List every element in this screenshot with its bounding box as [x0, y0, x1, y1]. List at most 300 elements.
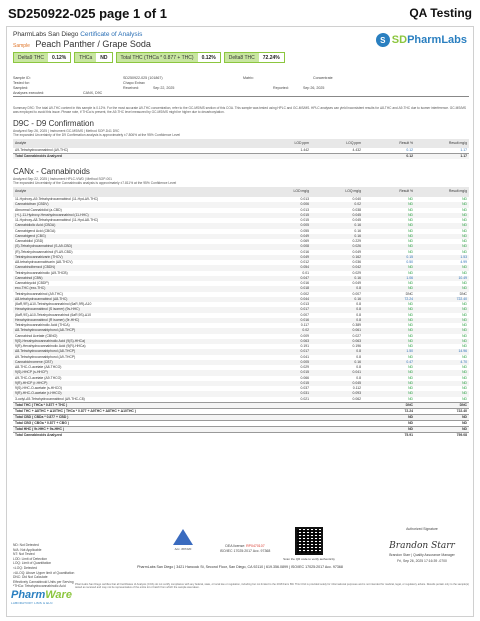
table-cell: DNC — [415, 402, 469, 408]
info-label: Sampled: — [13, 85, 29, 90]
table-cell: 0.191 — [300, 344, 309, 349]
table-cell: 0.021 — [300, 396, 309, 401]
table-cell: ND — [462, 323, 467, 328]
table-cell: Cannabigerol Acid (CBGA) — [15, 228, 56, 233]
table-cell — [311, 432, 363, 438]
table-cell: 0.044 — [251, 297, 311, 302]
table-cell: 0.8 — [356, 365, 361, 370]
pill-thca — [74, 52, 112, 63]
pill-value: ND — [96, 53, 111, 62]
table-cell: ND — [415, 328, 469, 333]
table-cell: ND — [462, 354, 467, 359]
table-cell: ND — [408, 207, 413, 212]
table-cell: 0.112 — [352, 386, 361, 391]
table-cell: ND — [363, 223, 415, 228]
accreditation-number: Acc. #97220 — [174, 547, 192, 551]
table-cell: 1.17 — [460, 148, 467, 152]
table-cell: ND — [415, 381, 469, 386]
table-cell: ND — [363, 213, 415, 218]
table-cell: Total HHC ( 9r-HHC + 9s-HHC ) — [13, 426, 251, 432]
table-cell: ND — [363, 234, 415, 239]
table-cell: ND — [408, 333, 413, 338]
table-cell: ND — [415, 318, 469, 323]
table-cell: 0.196 — [352, 344, 361, 349]
legend-item: NT: Not Tested — [13, 552, 35, 557]
table-cell: Cannabicyclol (CBDP) — [15, 281, 49, 286]
table-cell: 0.049 — [251, 234, 311, 239]
sign-date: Fri, Sep 26, 2025 17:16:39 -0700 — [397, 559, 447, 563]
table-cell: 0.007 — [300, 312, 309, 317]
table-cell: 1.442 — [300, 148, 309, 152]
sdpharmlabs-logo — [376, 33, 467, 47]
table-cell: Cannabigerol (CBG) — [13, 234, 251, 239]
tested-for-value: Chapo Extrax — [123, 80, 145, 85]
sample-line — [13, 39, 313, 49]
legend-item: >ULOQ: Above Upper limit of Quantitation — [13, 570, 75, 575]
legend-item: LOQ: Limit of Quantitation — [13, 561, 52, 566]
table-cell: 0.013 — [300, 207, 309, 212]
table-cell: 9(S)-Hexahydrocannabinolic Acid (9(S)-HHCa) — [13, 339, 251, 344]
pharmware-logo — [11, 589, 72, 605]
table-cell: (S)-Tetrahydrocannabinol (S-Δ9-CBD) — [13, 244, 251, 249]
table-cell: 0.005 — [251, 223, 311, 228]
top-bar — [0, 0, 480, 26]
table-cell: Total CBG ( CBGa * 0.877 + CBG ) — [13, 420, 251, 426]
table-cell: 0.016 — [300, 249, 309, 254]
table-cell: 0.017 — [251, 349, 311, 354]
table-cell: 0.16 — [311, 297, 363, 302]
table-cell: ND — [408, 386, 413, 391]
table-cell: 0.029 — [352, 270, 361, 275]
signature-title: Authorized Signature — [406, 527, 438, 531]
table-cell: 0.8 — [311, 307, 363, 312]
info-label: Sample ID: — [13, 75, 31, 80]
table-cell: 0.006 — [251, 202, 311, 207]
sample-id-value: SD250922-025 (101867) — [123, 75, 163, 80]
table-cell: ND — [363, 318, 415, 323]
table-cell: 0.045 — [311, 381, 363, 386]
table-cell: 0.013 — [300, 197, 309, 202]
table-cell: ND — [415, 307, 469, 312]
table-cell: 14.96 — [415, 349, 469, 354]
table-cell: 11-Hydroxy-Δ9-Tetrahydrocannabinol (11-Hyd-Δ9-THC) — [15, 197, 99, 202]
table-cell: ND — [408, 365, 413, 370]
table-cell: 722.40 — [415, 297, 469, 302]
table-cell: 0.027 — [352, 333, 361, 338]
table-cell: 0.008 — [251, 244, 311, 249]
table-cell: Hexahydrocannabinol (S isomer) (9s-HHC) — [13, 307, 251, 312]
table-cell: Cannabichromene (CBT) — [13, 360, 251, 365]
table-cell: 0.01 — [302, 270, 309, 275]
table-cell: 759.08 — [415, 432, 469, 438]
table-cell: 0.016 — [251, 318, 311, 323]
accreditation-icon — [173, 529, 193, 545]
logo-rest: PharmLabs — [407, 34, 467, 46]
table-cell: exo-THC (exo-THC) — [13, 286, 251, 291]
table-cell: Δ8-Tetrahydrocannabiphorol (Δ8-THCP) — [13, 349, 251, 354]
table-cell: 9(R)-HHC-O-acetate (r-HHCO) — [13, 391, 251, 396]
table-cell: 0.054 — [251, 265, 311, 270]
table-cell: 0.8 — [356, 302, 361, 307]
table-cell: Cannabinolbenzol (CBDN) — [13, 265, 251, 270]
info-label: Analyses executed: — [13, 90, 45, 95]
table-cell: 722.40 — [415, 408, 469, 414]
table-cell: 0.8 — [311, 318, 363, 323]
coa-header — [13, 31, 313, 63]
table-cell: Cannabidiol (CBD) — [15, 239, 44, 244]
table-cell: Cannabinol Acetate (CBNO) — [15, 333, 58, 338]
table-cell: (R)-Tetrahydrocannabinol (R-Δ9-CBD) — [15, 249, 73, 254]
d9c-summary: Summary D9C: The total Δ9-THC content in this sample is 0.12%. For the most accurate Δ9-THC concentration, refer to the GC-MS/MS section of this COA. This sample was tested using HPLC and GC-MS/MS. HPLC analyses can yield inconsistent results for Δ8-THC and Δ9-THC due to isomer interference. GC-MS/MS was employed to avoid this issue. Please note, if THCa is present, the Δ9-THC level measured by GC-MS/MS might be higher due to decarboxylation. — [13, 106, 467, 114]
info-label: Matrix: — [243, 75, 254, 80]
table-cell: ND — [363, 391, 415, 396]
table-cell: ND — [363, 370, 415, 375]
table-cell: 0.12 — [406, 148, 413, 152]
logo-text — [392, 34, 467, 46]
table-cell: 0.049 — [352, 249, 361, 254]
table-cell: ND — [363, 381, 415, 386]
table-cell: 0.045 — [311, 213, 363, 218]
table-cell: Cannabidiolic Acid (CBDA) — [13, 223, 251, 228]
col-result-pct: Result % — [363, 187, 415, 197]
table-cell: ND — [363, 414, 415, 420]
table-cell: 0.117 — [300, 323, 309, 328]
table-cell: 0.8 — [356, 312, 361, 317]
table-cell: ND — [462, 249, 467, 254]
table-cell: DNC — [459, 291, 467, 296]
table-cell: ND — [462, 312, 467, 317]
table-cell: 0.045 — [352, 218, 361, 223]
canx-title: CANx - Cannabinoids — [13, 167, 90, 176]
d9c-title: D9C - D9 Confirmation — [13, 119, 94, 128]
table-cell: 0.026 — [311, 244, 363, 249]
table-cell: ND — [408, 312, 413, 317]
table-cell: 10.49 — [415, 276, 469, 281]
table-cell: 0.012 — [300, 260, 309, 265]
table-cell: (6aR,9S)-Δ10-Tetrahydrocannabinol (6aR,9S)-Δ10 — [15, 312, 91, 317]
info-row — [13, 90, 469, 95]
table-header-row — [13, 139, 469, 148]
analyses-value: CANX, D9C — [83, 90, 103, 95]
col-result-mg: Result mg/g — [415, 187, 469, 197]
table-cell: ND — [408, 270, 413, 275]
table-cell: 0.063 — [311, 339, 363, 344]
table-cell: 0.041 — [311, 370, 363, 375]
table-cell: ND — [363, 202, 415, 207]
table-cell: ND — [462, 207, 467, 212]
table-cell: 0.049 — [352, 281, 361, 286]
table-cell: 9(S)-HHC-O-acetate (s-HHCO) — [15, 386, 62, 391]
table-cell: Cannabicitran (CBDV) — [13, 202, 251, 207]
table-cell: Total Cannabinoids Analyzed — [13, 154, 251, 160]
table-cell: 0.50 — [406, 260, 413, 265]
table-cell: ND — [462, 302, 467, 307]
table-cell: ND — [363, 420, 415, 426]
table-cell: ND — [462, 228, 467, 233]
table-cell: 0.8 — [311, 349, 363, 354]
table-cell: 0.038 — [352, 207, 361, 212]
table-cell: 9(R)-HHCP (r-HHCP) — [13, 381, 251, 386]
canx-table — [13, 187, 469, 438]
table-cell: 1.06 — [363, 276, 415, 281]
signature-block — [377, 527, 467, 563]
table-cell: ND — [408, 375, 413, 380]
table-cell: 72.24 — [363, 408, 415, 414]
table-cell: ND — [415, 213, 469, 218]
table-cell: (6aR,9R)-Δ10-Tetrahydrocannabinol (6aR,9R)-Δ10 — [15, 302, 92, 307]
table-cell: 0.389 — [352, 323, 361, 328]
table-cell: ND — [363, 286, 415, 291]
table-cell: 4.70 — [415, 360, 469, 365]
table-cell: 0.018 — [251, 286, 311, 291]
table-cell: ND — [462, 218, 467, 223]
table-cell: 11-Hydroxy-Δ8-Tetrahydrocannabinol (11-Hyd-Δ8-THC) — [15, 218, 99, 223]
table-cell: 0.015 — [251, 381, 311, 386]
info-label: Tested for: — [13, 80, 30, 85]
table-cell: ND — [415, 223, 469, 228]
table-cell: 4.432 — [352, 148, 361, 152]
lab-name-line — [13, 31, 313, 38]
table-cell: 1.53 — [415, 255, 469, 260]
canx-meta — [13, 177, 176, 185]
table-cell: 0.040 — [352, 197, 361, 202]
coa-sheet — [6, 26, 474, 617]
legend-item: <LOQ: Detected — [13, 565, 37, 570]
table-cell: ND — [408, 228, 413, 233]
table-cell: 0.005 — [251, 360, 311, 365]
divider — [13, 96, 469, 97]
lab-address: PharmLabs San Diego | 3421 Hancock St, Second Floor, San Diego, CA 92110 | 619.356.0899 | ISO/IEC 17025:2017 Acc. 97368 — [137, 565, 343, 569]
table-cell: 0.16 — [354, 228, 361, 233]
table-cell: DNC — [363, 402, 415, 408]
table-cell: 0.16 — [311, 276, 363, 281]
brand-sub: LABORATORY LIMS & ELN — [11, 601, 53, 605]
table-cell: ND — [363, 426, 415, 432]
col-analyte: Analyte — [13, 187, 251, 197]
table-cell: 0.042 — [311, 265, 363, 270]
canx-meta-line: Analyzed Sep 22, 2025 | Instrument HPLC-VWD | Method SOP-001 — [13, 177, 113, 181]
col-loq: LOQ ppm — [311, 139, 363, 148]
total-row — [13, 432, 469, 438]
table-cell: 0.013 — [300, 302, 309, 307]
table-cell: 0.061 — [311, 328, 363, 333]
col-lod: LOD ppm — [251, 139, 311, 148]
table-cell: 0.066 — [300, 375, 309, 380]
pill-key: THCa — [75, 53, 96, 62]
table-cell: Δ9-THC-O-acetate (Δ9-THCO) — [15, 375, 62, 380]
table-cell: (+/-)-11-Hydroxy-Hexahydrocannabinol (11-HHC) — [13, 213, 251, 218]
sample-label: Sample — [13, 43, 30, 49]
table-cell: Δ8-tetrahydrocannabinol (Δ8-THC) — [13, 297, 251, 302]
brand-b: Ware — [45, 589, 72, 601]
table-cell: ND — [408, 344, 413, 349]
table-cell: ND — [415, 426, 469, 432]
table-cell: 0.02 — [311, 202, 363, 207]
pill-key: Delta9 THC — [14, 53, 48, 62]
table-cell: ND — [462, 396, 467, 401]
disclaimer-text: PharmLabs San Diego certifies that all Certificates of Analysis (COA) do not certify compliance with any federal, state, or local law or regulation, including but not limited to the 2018 Farm Bill. This COA is provided solely for informational purposes and is not intended for medical, legal, or regulatory advice. Results pertain only to the sample(s) tested as received and may not be representative of the entire lot or batch from which the sample was taken. — [75, 583, 469, 590]
pill-total-thc — [116, 52, 221, 63]
brand-a: Pharm — [11, 589, 46, 601]
table-cell: ND — [462, 197, 467, 202]
table-cell: ND — [415, 339, 469, 344]
table-cell: ND — [408, 197, 413, 202]
table-cell: 0.049 — [251, 255, 311, 260]
table-cell: ND — [415, 414, 469, 420]
table-cell: Δ9-Tetrahydrocannabinol (Δ9-THC) — [15, 148, 69, 152]
table-cell: 0.002 — [300, 291, 309, 296]
table-cell: 0.041 — [300, 354, 309, 359]
received-value: Sep 22, 2025 — [153, 85, 175, 90]
table-cell: ND — [363, 339, 415, 344]
table-cell: Total Cannabinoids Analyzed — [13, 432, 251, 438]
table-cell: 72.24 — [363, 297, 415, 302]
table-cell: 0.16 — [311, 360, 363, 365]
table-cell: ND — [408, 302, 413, 307]
pill-delta9 — [13, 52, 71, 63]
table-cell: Tetrahydrocannabivarin (THCV) — [13, 255, 251, 260]
dea-license: RP0470107 — [246, 544, 265, 548]
table-cell: 0.02 — [251, 328, 311, 333]
table-cell: 0.015 — [251, 213, 311, 218]
table-cell: 0.055 — [300, 228, 309, 233]
table-cell: 1.50 — [363, 349, 415, 354]
table-cell: Cannabinol (CBN) — [13, 276, 251, 281]
legend-item: DNC: Did Not Calculate — [13, 575, 48, 580]
qr-code-icon[interactable] — [295, 527, 323, 555]
table-cell: Δ8-THC-O-acetate (Δ8-THCO) — [15, 365, 62, 370]
qa-testing-label: QA Testing — [409, 6, 472, 20]
table-cell: 0.069 — [300, 239, 309, 244]
table-cell — [251, 432, 311, 438]
table-cell: ND — [415, 286, 469, 291]
col-loq: LOQ mg/g — [311, 187, 363, 197]
col-lod: LOD mg/g — [251, 187, 311, 197]
table-cell: ND — [408, 354, 413, 359]
table-cell: ND — [363, 244, 415, 249]
dea-label: DEA license: — [225, 544, 246, 548]
table-cell: 0.47 — [363, 360, 415, 365]
table-cell: 0.8 — [356, 375, 361, 380]
table-cell: 0.017 — [251, 307, 311, 312]
sample-name: Peach Panther / Grape Soda — [35, 39, 151, 49]
license-block — [203, 544, 287, 554]
table-cell: 0.12 — [363, 154, 415, 160]
table-cell: ND — [462, 375, 467, 380]
table-cell: 0.15 — [363, 255, 415, 260]
table-cell: 75.91 — [363, 432, 415, 438]
table-cell: ND — [462, 344, 467, 349]
qr-caption: Scan the QR code to verify authenticity — [283, 557, 335, 561]
info-label: Received: — [123, 85, 139, 90]
table-cell: 0.093 — [311, 391, 363, 396]
table-cell: 9(R)-Hexahydrocannabinolic Acid (9(R)-HHCa) — [15, 344, 86, 349]
signer-name: Brandon Starr | Quality Assurance Manager — [389, 553, 455, 557]
table-cell: 0.8 — [311, 286, 363, 291]
legend-item: ND: Not Detected — [13, 543, 39, 547]
accreditation-emblem — [167, 529, 199, 551]
table-cell: ND — [462, 386, 467, 391]
table-cell: ND — [462, 365, 467, 370]
sample-info — [13, 75, 469, 99]
coa-label: Certificate of Analysis — [80, 31, 143, 38]
table-cell: 3-octyl-Δ9-Tetrahydrocannabinol (Δ9-THC-C8) — [15, 396, 85, 401]
table-cell: 0.015 — [251, 370, 311, 375]
table-cell: 0.007 — [352, 291, 361, 296]
table-cell: 0.229 — [352, 239, 361, 244]
table-cell: 4.99 — [460, 260, 467, 265]
table-cell: 0.037 — [300, 386, 309, 391]
table-cell: Total CBD ( CBDa * 0.877 + CBD ) — [13, 414, 251, 420]
col-analyte: Analyte — [13, 139, 251, 148]
table-cell: Total THC ( THCa * 0.877 + THC ) — [13, 402, 251, 408]
table-cell: ND — [415, 370, 469, 375]
table-cell: 1.17 — [415, 154, 469, 160]
document-id: SD250922-025 page 1 of 1 — [8, 5, 167, 21]
table-cell: ND — [363, 307, 415, 312]
table-cell: 0.062 — [352, 396, 361, 401]
table-cell: ND — [415, 244, 469, 249]
pill-key: Total THC (THCa * 0.877 + THC) — [117, 53, 198, 62]
table-cell: ND — [408, 239, 413, 244]
table-cell: ND — [415, 265, 469, 270]
d9c-meta-line: Analyzed Sep 26, 2025 | Instrument GC-MS/MS | Method SOP-D41 D9C — [13, 129, 120, 133]
table-cell: ND — [408, 249, 413, 254]
table-cell: 0.047 — [251, 276, 311, 281]
table-cell: Δ8-Tetrahydrocannabiphorol (Δ8-THCP) — [13, 328, 251, 333]
table-cell: 0.063 — [251, 339, 311, 344]
matrix-value: Concentrate — [313, 75, 333, 80]
table-cell: Tetrahydrocannabinolic (Δ9-THCB) — [15, 270, 68, 275]
table-cell: ND — [462, 239, 467, 244]
table-cell: 0.029 — [300, 365, 309, 370]
col-result-pct: Result % — [363, 139, 415, 148]
legend-item: *THCa: Tetrahydrocannabinolic Acid — [13, 584, 66, 589]
pill-value: 0.12% — [198, 53, 220, 62]
d9c-table — [13, 139, 469, 159]
table-cell: Tetrahydrocannabinolic Acid (THCA) — [15, 323, 70, 328]
table-cell: ND — [462, 270, 467, 275]
potency-pills — [13, 52, 313, 63]
coa-footer — [7, 511, 473, 617]
table-cell: ND — [408, 281, 413, 286]
table-cell: Δ9-Tetrahydrocannabiphorol (Δ9-THCP) — [15, 354, 76, 359]
logo-mark-icon: S — [376, 33, 390, 47]
table-cell: ND — [415, 391, 469, 396]
lab-name: PharmLabs San Diego — [13, 31, 79, 38]
table-cell: ND — [415, 202, 469, 207]
pill-key: Delta8 THC — [225, 53, 259, 62]
table-cell: Tetrahydrocannabinol (Δ9-THC) — [15, 291, 63, 296]
table-cell: 0.16 — [311, 223, 363, 228]
table-cell: DNC — [405, 291, 413, 296]
table-cell: ND — [363, 265, 415, 270]
iso-accreditation: ISO/IEC 17025:2017 Acc. 97368 — [219, 549, 271, 553]
table-cell — [251, 154, 311, 160]
logo-sd: SD — [391, 34, 408, 46]
table-cell: 0.015 — [300, 218, 309, 223]
table-cell: 0.162 — [311, 255, 363, 260]
table-cell: ND — [415, 234, 469, 239]
legend-item: LOD: Limit of Detection — [13, 556, 48, 561]
table-cell: Abnormal Cannabidiol (a-CBD) — [15, 207, 62, 212]
table-cell: 0.009 — [300, 333, 309, 338]
table-header-row — [13, 187, 469, 197]
table-cell: Total THC + Δ8THC + Δ10THC ( THCa * 0.877 + Δ9THC + Δ8THC + Δ10THC ) — [13, 408, 251, 414]
table-cell: ND — [408, 323, 413, 328]
total-row — [13, 154, 469, 160]
table-cell: ND — [462, 333, 467, 338]
